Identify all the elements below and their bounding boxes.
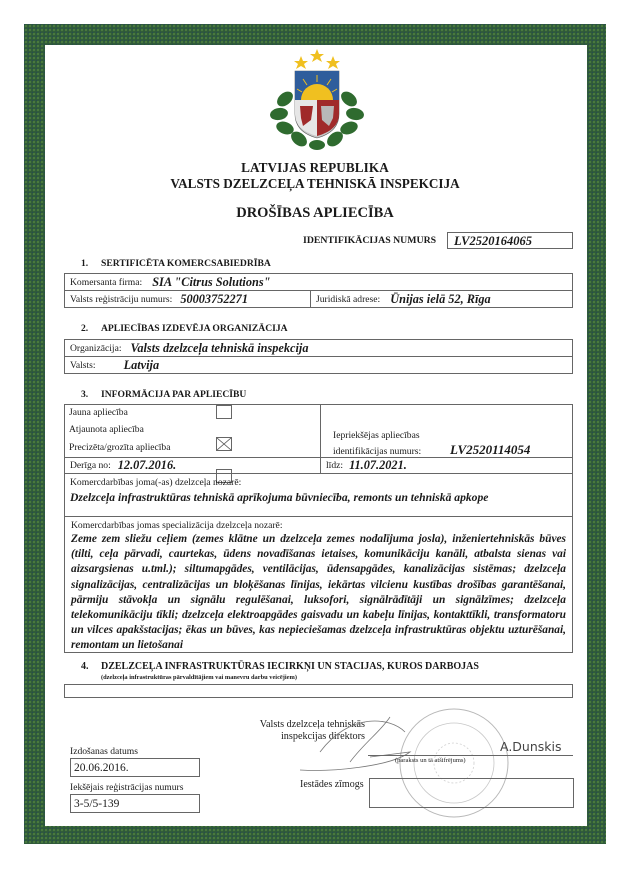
previous-id-value: LV2520114054 <box>450 442 531 457</box>
legal-address: Ūnijas ielā 52, Rīga <box>390 291 491 306</box>
valid-from-date: 12.07.2016. <box>117 458 177 472</box>
stamp-field <box>369 778 574 808</box>
checkbox-renewed[interactable] <box>216 437 232 451</box>
director-title-line-2: inspekcijas direktors <box>280 731 365 742</box>
checkbox-label-renewed: Atjaunota apliecība <box>69 424 144 435</box>
section-1-heading: 1. SERTIFICĒTA KOMERCSABIEDRĪBA <box>81 258 271 269</box>
previous-id-label-2: identifikācijas numurs: <box>333 446 422 457</box>
country-title: LATVIJAS REPUBLIKA <box>241 160 389 175</box>
checkbox-label-new: Jauna apliecība <box>69 407 128 418</box>
signature-line <box>368 755 573 756</box>
company-row: Komersanta firma: SIA "Citrus Solutions" <box>64 273 573 291</box>
valid-from-row: Derīga no: 12.07.2016. <box>64 457 321 474</box>
business-field-box: Komercdarbības joma(-as) dzelzceļa nozarē: Dzelzceļa infrastruktūras tehniskā aprīkojuma būvniecība, remonts un tehniskā apkope <box>64 473 573 517</box>
director-title-line-1: Valsts dzelzceļa tehniskās <box>259 719 365 730</box>
country-name: Latvija <box>123 357 160 372</box>
document-title: DROŠĪBAS APLIECĪBA <box>236 205 394 221</box>
organization-row: Organizācija: Valsts dzelzceļa tehniskā inspekcija <box>64 339 573 357</box>
address-row: Juridiskā adrese: Ūnijas ielā 52, Rīga <box>310 290 573 308</box>
specialization-box: Komercdarbības jomas specializācija dzelzceļa nozarē: Zeme zem sliežu ceļiem (zemes klātne un dzelzceļa zemes nodalījuma josla), inženiertehniskās būves (tilti, ceļa pārvadi, caurtekas, ūdens novadīšanas ietaises, komunikāciju kanāli, atbalsta sienas vai aizsargsienas u.tml.); siltumapgādes, ventilācijas, ūdensapgādes, kanalizācijas sistēmas; dzelzceļa signalizācijas, centralizācijas un bloķēšanas līnijas, iekārtas vilcienu kustības drošības garantēšanai, pārmiju stāvokļa un signālu regulēšanai, luksofori, signālrādītāji un signālzīmes; dzelzceļa telekomunikāciju tīkli; dzelzceļa elektroapgādes gaisvadu un kabeļu līnijas, kontakttīkli, transformatoru un vilces apakšstacijas; ēkas un būves, kas nepieciešamas dzelzceļa infrastruktūras objektu uzturēšanai, remontam un lietošanai <box>64 516 573 653</box>
authority-title: VALSTS DZELZCEĻA TEHNISKĀ INSPEKCIJA <box>170 176 460 191</box>
section-4-subtitle: (dzelzceļa infrastruktūras pārvaldītājiem vai manevru darbu veicējiem) <box>101 674 297 681</box>
coat-of-arms-icon <box>267 44 367 152</box>
stamp-label: Iestādes zīmogs <box>300 779 364 790</box>
previous-id-label-1: Iepriekšējas apliecības <box>333 430 420 441</box>
id-number-value: LV2520164065 <box>447 232 573 249</box>
registration-row: Valsts reģistrāciju numurs: 50003752271 <box>64 290 311 308</box>
checkbox-new[interactable] <box>216 405 232 419</box>
specialization-value: Zeme zem sliežu ceļiem (zemes klātne un dzelzceļa zemes nodalījuma josla), inženiertehniskās būves (tilti, ceļa pārvadi, caurtekas, ūdens novadīšanas ietaises, komunikāciju kanāli, atbalsta sienas vai aizsargsienas u.tml.); siltumapgādes, ventilācijas, ūdensapgādes, kanalizācijas sistēmas; dzelzceļa signalizācijas, centralizācijas un bloķēšanas līnijas, iekārtas vilcienu kustības drošības garantēšanai, pārmiju stāvokļa un signālu regulēšanai, luksofori, signālrādītāji un signālzīmes; dzelzceļa telekomunikāciju tīkli; dzelzceļa elektroapgādes gaisvadu un kabeļu līnijas, kontakttīkli, transformatoru un vilces apakšstacijas; ēkas un būves, kas nepieciešamas dzelzceļa infrastruktūras objektu uzturēšanai, remontam un lietošanai <box>71 533 566 652</box>
issue-date-value: 20.06.2016. <box>70 758 200 777</box>
registration-number: 50003752271 <box>180 291 248 306</box>
section-3-heading: 3. INFORMĀCIJA PAR APLIECĪBU <box>81 389 247 400</box>
company-name: SIA "Citrus Solutions" <box>152 274 271 289</box>
internal-registration-value: 3-5/5-139 <box>70 794 200 813</box>
section-4-heading: 4. DZELZCEĻA INFRASTRUKTŪRAS IECIRKŅI UN STACIJAS, KUROS DARBOJAS <box>81 661 479 672</box>
valid-to-date: 11.07.2021. <box>349 458 407 472</box>
business-field-value: Dzelzceļa infrastruktūras tehniskā aprīkojuma būvniecība, remonts un tehniskā apkope <box>70 491 489 504</box>
checkmark-x-icon <box>217 438 231 450</box>
director-name: A.Dunskis <box>500 739 562 754</box>
id-number-label: IDENTIFIKĀCIJAS NUMURS <box>303 235 437 246</box>
issue-date-label: Izdošanas datums <box>70 746 138 757</box>
section-2-heading: 2. APLIECĪBAS IZDEVĒJA ORGANIZĀCIJA <box>81 323 288 334</box>
internal-registration-label: Iekšējais reģistrācijas numurs <box>70 782 184 793</box>
valid-to-row: līdz: 11.07.2021. <box>320 457 573 474</box>
organization-name: Valsts dzelzceļa tehniskā inspekcija <box>130 340 309 355</box>
signature-caption: (paraksts un tā atšifrējums) <box>395 757 466 764</box>
checkbox-label-amended: Precizēta/grozīta apliecība <box>69 442 171 453</box>
country-row: Valsts: Latvija <box>64 356 573 374</box>
infrastructure-sections-field <box>64 684 573 698</box>
